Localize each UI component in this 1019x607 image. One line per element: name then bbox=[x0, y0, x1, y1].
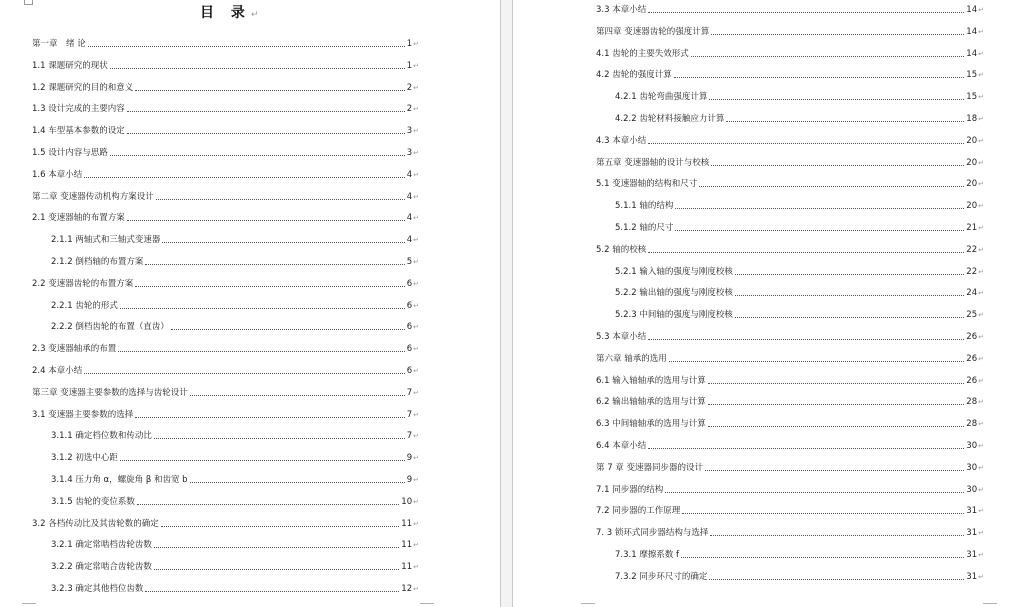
dot-leader bbox=[118, 351, 404, 352]
paragraph-mark-icon: ↵ bbox=[413, 279, 419, 288]
toc-entry-label: 3.1.2 初选中心距 bbox=[51, 453, 118, 464]
toc-entry-label: 3.2 各档传动比及其齿轮数的确定 bbox=[32, 518, 159, 529]
toc-entry-page: 26 bbox=[966, 332, 978, 342]
toc-entry[interactable] bbox=[615, 89, 984, 103]
toc-entry[interactable] bbox=[51, 494, 419, 508]
toc-entry-label: 1.3 设计完成的主要内容 bbox=[32, 104, 125, 115]
toc-entry[interactable] bbox=[596, 460, 984, 474]
toc-entry-page: 3 bbox=[406, 126, 413, 137]
paragraph-mark-icon: ↵ bbox=[978, 49, 984, 58]
paragraph-mark-icon: ↵ bbox=[978, 224, 984, 232]
toc-entry-page: 10 bbox=[401, 496, 413, 507]
toc-entry-page: 20 bbox=[966, 179, 978, 190]
toc-entry-page: 30 bbox=[966, 441, 978, 451]
toc-entry-label: 7.2 同步器的工作原理 bbox=[596, 506, 681, 517]
dot-leader bbox=[709, 579, 964, 580]
toc-entry-page: 20 bbox=[966, 201, 978, 212]
toc-entry[interactable] bbox=[596, 438, 984, 452]
toc-entry-label: 4.3 本章小结 bbox=[596, 135, 647, 146]
dot-leader bbox=[699, 186, 964, 187]
paragraph-mark-icon: ↵ bbox=[978, 267, 984, 276]
toc-entry-label: 6.2 输出轴轴承的选用与计算 bbox=[596, 397, 706, 408]
toc-entry-page: 18 bbox=[966, 114, 978, 124]
toc-entry-page: 9 bbox=[406, 453, 413, 464]
toc-entry[interactable] bbox=[51, 537, 419, 551]
toc-entry[interactable] bbox=[32, 145, 419, 159]
toc-title bbox=[200, 2, 259, 22]
toc-entry-page: 6 bbox=[406, 366, 413, 376]
paragraph-mark-icon: ↵ bbox=[413, 192, 419, 201]
paragraph-mark-icon: ↵ bbox=[413, 585, 419, 593]
toc-entry-page: 20 bbox=[966, 135, 978, 146]
dot-leader bbox=[156, 199, 405, 200]
toc-entry-label: 2.2.1 齿轮的形式 bbox=[51, 300, 118, 311]
paragraph-mark-icon: ↵ bbox=[413, 345, 419, 354]
toc-entry-page: 15 bbox=[966, 70, 978, 81]
toc-entry-label: 7.3.1 摩擦系数 f bbox=[615, 550, 680, 560]
toc-entry-label: 第三章 变速器主要参数的选择与齿轮设计 bbox=[32, 387, 188, 398]
toc-entry[interactable] bbox=[615, 111, 984, 125]
toc-entry[interactable] bbox=[596, 525, 984, 539]
paragraph-mark-icon: ↵ bbox=[978, 376, 984, 385]
toc-entry-label: 5.1.1 轴的结构 bbox=[615, 201, 674, 212]
toc-entry-label: 3.1.5 齿轮的变位系数 bbox=[51, 496, 135, 507]
dot-leader bbox=[135, 286, 404, 287]
toc-entry-page: 3 bbox=[406, 148, 413, 158]
toc-entry-page: 21 bbox=[966, 223, 978, 233]
paragraph-mark-icon: ↵ bbox=[413, 454, 419, 463]
paragraph-mark-icon: ↵ bbox=[978, 311, 984, 320]
toc-entry-page: 30 bbox=[966, 484, 978, 495]
paragraph-mark-icon: ↵ bbox=[978, 289, 984, 298]
toc-entry[interactable] bbox=[51, 232, 419, 246]
toc-entry-page: 11 bbox=[401, 562, 413, 573]
toc-entry[interactable] bbox=[596, 503, 984, 517]
toc-entry[interactable] bbox=[32, 101, 419, 115]
paragraph-mark-icon: ↵ bbox=[413, 432, 419, 441]
toc-entry-label: 4.2.2 齿轮材料接触应力计算 bbox=[615, 114, 725, 124]
toc-entry-label: 5.2 轴的校核 bbox=[596, 244, 647, 255]
toc-entry-label: 2.1 变速器轴的布置方案 bbox=[32, 213, 125, 224]
dot-leader bbox=[709, 99, 964, 100]
dot-leader bbox=[711, 165, 964, 166]
paragraph-mark-icon: ↵ bbox=[978, 93, 984, 102]
page-margin-marker bbox=[581, 603, 595, 607]
paragraph-mark-icon: ↵ bbox=[978, 551, 984, 559]
dot-leader bbox=[674, 77, 965, 78]
toc-entry-label: 1.2 课题研究的目的和意义 bbox=[32, 82, 134, 93]
toc-entry-label: 3.2.2 确定常啮合齿轮齿数 bbox=[51, 562, 152, 573]
document-page-left[interactable] bbox=[0, 0, 500, 607]
toc-entry-label: 3.1 变速器主要参数的选择 bbox=[32, 409, 134, 420]
toc-entry-page: 6 bbox=[406, 278, 413, 289]
paragraph-mark-icon: ↵ bbox=[413, 105, 419, 114]
toc-entry[interactable] bbox=[32, 363, 419, 377]
toc-entry-label: 2.3 变速器轴承的布置 bbox=[32, 344, 117, 355]
paragraph-mark-icon: ↵ bbox=[250, 10, 259, 20]
paragraph-mark-icon: ↵ bbox=[978, 245, 984, 254]
paragraph-mark-icon: ↵ bbox=[413, 83, 419, 92]
paragraph-mark-icon: ↵ bbox=[413, 323, 419, 332]
toc-entry-label: 3.1.4 压力角 α，螺旋角 β 和齿宽 b bbox=[51, 475, 188, 485]
toc-entry[interactable] bbox=[51, 450, 419, 464]
paragraph-mark-icon: ↵ bbox=[413, 367, 419, 375]
dot-leader bbox=[665, 492, 964, 493]
toc-entry-page: 26 bbox=[966, 353, 978, 364]
toc-entry-page: 11 bbox=[401, 540, 413, 551]
toc-entry-label: 3.2.1 确定常啮档齿轮齿数 bbox=[51, 540, 152, 551]
dot-leader bbox=[161, 526, 400, 527]
toc-entry[interactable] bbox=[615, 307, 984, 321]
toc-entry[interactable] bbox=[596, 373, 984, 387]
toc-entry-label: 6.4 本章小结 bbox=[596, 441, 647, 451]
dot-leader bbox=[710, 535, 964, 536]
paragraph-mark-icon: ↵ bbox=[413, 214, 419, 223]
toc-entry[interactable] bbox=[596, 155, 984, 169]
toc-entry-label: 4.1 齿轮的主要失效形式 bbox=[596, 48, 689, 59]
toc-entry-page: 20 bbox=[966, 157, 978, 168]
toc-entry-label: 7. 3 锁环式同步器结构与选择 bbox=[596, 528, 709, 539]
toc-entry-label: 4.2 齿轮的强度计算 bbox=[596, 70, 672, 81]
dot-leader bbox=[648, 252, 964, 253]
toc-entry-page: 1 bbox=[406, 60, 413, 71]
toc-entry[interactable] bbox=[32, 385, 419, 399]
toc-entry-label: 2.1.2 倒档轴的布置方案 bbox=[51, 257, 144, 267]
paragraph-mark-icon: ↵ bbox=[413, 40, 419, 48]
document-page-right[interactable] bbox=[513, 0, 1019, 607]
toc-entry-page: 12 bbox=[401, 584, 413, 594]
dot-leader bbox=[135, 417, 404, 418]
toc-entry-page: 2 bbox=[406, 104, 413, 115]
toc-entry-page: 7 bbox=[406, 409, 413, 420]
dot-leader bbox=[154, 547, 399, 548]
toc-entry[interactable] bbox=[615, 220, 984, 234]
paragraph-mark-icon: ↵ bbox=[978, 180, 984, 189]
toc-entry[interactable] bbox=[615, 264, 984, 278]
dot-leader bbox=[675, 208, 964, 209]
toc-entry-label: 2.1.1 两轴式和三轴式变速器 bbox=[51, 235, 161, 246]
paragraph-mark-icon: ↵ bbox=[413, 301, 419, 310]
dot-leader bbox=[675, 230, 964, 231]
toc-entry-page: 7 bbox=[406, 431, 413, 442]
paragraph-mark-icon: ↵ bbox=[978, 71, 984, 80]
toc-entry[interactable] bbox=[51, 559, 419, 573]
toc-entry[interactable] bbox=[596, 176, 984, 190]
toc-entry-page: 24 bbox=[966, 288, 978, 299]
toc-entry[interactable] bbox=[51, 428, 419, 442]
paragraph-mark-icon: ↵ bbox=[978, 420, 984, 429]
dot-leader bbox=[682, 513, 964, 514]
toc-entry[interactable] bbox=[596, 329, 984, 343]
dot-leader bbox=[726, 121, 964, 122]
toc-entry-label: 2.4 本章小结 bbox=[32, 366, 83, 376]
dot-leader bbox=[711, 34, 964, 35]
toc-entry-label: 1.1 课题研究的现状 bbox=[32, 60, 108, 71]
dot-leader bbox=[88, 46, 405, 47]
paragraph-mark-icon: ↵ bbox=[413, 149, 419, 157]
page-margin-marker bbox=[420, 603, 434, 607]
toc-entry-label: 3.2.3 确定其他档位齿数 bbox=[51, 584, 144, 594]
paragraph-mark-icon: ↵ bbox=[413, 170, 419, 179]
toc-entry-page: 28 bbox=[966, 397, 978, 408]
dot-leader bbox=[190, 482, 405, 483]
paragraph-mark-icon: ↵ bbox=[978, 572, 984, 581]
toc-entry-page: 6 bbox=[406, 322, 413, 333]
paragraph-mark-icon: ↵ bbox=[978, 463, 984, 472]
dot-leader bbox=[154, 569, 399, 570]
paragraph-mark-icon: ↵ bbox=[978, 158, 984, 167]
dot-leader bbox=[162, 242, 404, 243]
dot-leader bbox=[110, 68, 405, 69]
toc-entry-page: 4 bbox=[406, 213, 413, 224]
toc-entry[interactable] bbox=[596, 46, 984, 60]
dot-leader bbox=[127, 133, 405, 134]
paragraph-mark-icon: ↵ bbox=[413, 236, 419, 245]
toc-entry[interactable] bbox=[51, 581, 419, 595]
paragraph-mark-icon: ↵ bbox=[978, 115, 984, 123]
toc-entry[interactable] bbox=[596, 24, 984, 38]
paragraph-mark-icon: ↵ bbox=[413, 541, 419, 550]
toc-entry-label: 5.2.1 输入轴的强度与刚度校核 bbox=[615, 266, 733, 277]
toc-entry-label: 第五章 变速器轴的设计与校核 bbox=[596, 157, 710, 168]
paragraph-mark-icon: ↵ bbox=[978, 27, 984, 36]
toc-title-text: 目 录 bbox=[200, 5, 251, 21]
dot-leader bbox=[648, 339, 964, 340]
toc-entry[interactable] bbox=[51, 298, 419, 312]
toc-entry-label: 5.1 变速器轴的结构和尺寸 bbox=[596, 179, 698, 190]
toc-entry[interactable] bbox=[32, 516, 419, 530]
toc-entry-page: 30 bbox=[966, 462, 978, 473]
toc-entry-label: 1.4 车型基本参数的设定 bbox=[32, 126, 125, 137]
toc-entry-label: 5.3 本章小结 bbox=[596, 332, 647, 342]
paragraph-mark-icon: ↵ bbox=[978, 485, 984, 494]
toc-entry[interactable] bbox=[32, 210, 419, 224]
dot-leader bbox=[648, 448, 964, 449]
toc-entry-label: 1.5 设计内容与思路 bbox=[32, 148, 108, 158]
paragraph-mark-icon: ↵ bbox=[413, 519, 419, 528]
paragraph-mark-icon: ↵ bbox=[978, 529, 984, 538]
paragraph-mark-icon: ↵ bbox=[413, 61, 419, 70]
toc-entry[interactable] bbox=[615, 285, 984, 299]
toc-entry-page: 5 bbox=[406, 257, 413, 267]
toc-entry-page: 6 bbox=[406, 344, 413, 355]
toc-entry-label: 7.1 同步器的结构 bbox=[596, 484, 664, 495]
paragraph-mark-icon: ↵ bbox=[978, 136, 984, 145]
toc-entry[interactable] bbox=[32, 80, 419, 94]
toc-entry-page: 4 bbox=[406, 235, 413, 246]
toc-entry-label: 7.3.2 同步环尺寸的确定 bbox=[615, 571, 708, 582]
toc-entry-page: 14 bbox=[966, 48, 978, 59]
toc-entry[interactable] bbox=[596, 482, 984, 496]
dot-leader bbox=[127, 220, 405, 221]
dot-leader bbox=[137, 504, 399, 505]
toc-entry[interactable] bbox=[596, 416, 984, 430]
toc-entry[interactable] bbox=[596, 394, 984, 408]
dot-leader bbox=[705, 470, 964, 471]
toc-entry-page: 4 bbox=[406, 191, 413, 202]
toc-entry-label: 5.2.2 输出轴的强度与刚度校核 bbox=[615, 288, 733, 299]
dot-leader bbox=[190, 395, 405, 396]
toc-entry-label: 2.2.2 倒档齿轮的布置（直齿） bbox=[51, 322, 169, 333]
toc-entry-label: 6.3 中间轴轴承的选用与计算 bbox=[596, 419, 706, 430]
dot-leader bbox=[120, 460, 405, 461]
page-margin-marker bbox=[22, 603, 36, 607]
dot-leader bbox=[135, 90, 404, 91]
paragraph-mark-icon: ↵ bbox=[413, 497, 419, 506]
paragraph-mark-icon: ↵ bbox=[978, 6, 984, 14]
toc-entry-page: 6 bbox=[406, 300, 413, 311]
dot-leader bbox=[708, 404, 965, 405]
toc-entry-label: 3.3 本章小结 bbox=[596, 5, 647, 15]
toc-entry[interactable] bbox=[32, 58, 419, 72]
toc-entry-label: 第一章 绪 论 bbox=[32, 39, 86, 49]
paragraph-mark-icon: ↵ bbox=[413, 127, 419, 136]
dot-leader bbox=[669, 361, 965, 362]
toc-entry[interactable] bbox=[596, 2, 984, 16]
page-margin-marker bbox=[983, 603, 997, 607]
paragraph-mark-icon: ↵ bbox=[978, 333, 984, 341]
dot-leader bbox=[84, 177, 404, 178]
paragraph-mark-icon: ↵ bbox=[978, 507, 984, 516]
toc-entry-label: 1.6 本章小结 bbox=[32, 169, 83, 180]
toc-entry-page: 26 bbox=[966, 375, 978, 386]
dot-leader bbox=[84, 373, 404, 374]
toc-entry-page: 14 bbox=[966, 26, 978, 37]
toc-entry-page: 31 bbox=[966, 528, 978, 539]
dot-leader bbox=[708, 426, 965, 427]
toc-entry[interactable] bbox=[32, 407, 419, 421]
dot-leader bbox=[708, 383, 965, 384]
paragraph-mark-icon: ↵ bbox=[413, 563, 419, 572]
toc-entry[interactable] bbox=[596, 133, 984, 147]
paragraph-mark-icon: ↵ bbox=[978, 398, 984, 407]
toc-entry-label: 第 7 章 变速器同步器的设计 bbox=[596, 462, 704, 473]
toc-entry-page: 15 bbox=[966, 92, 978, 103]
paragraph-mark-icon: ↵ bbox=[978, 202, 984, 211]
toc-entry[interactable] bbox=[615, 198, 984, 212]
toc-entry[interactable] bbox=[32, 36, 419, 50]
toc-entry-page: 11 bbox=[401, 518, 413, 529]
toc-entry-label: 4.2.1 齿轮弯曲强度计算 bbox=[615, 92, 708, 103]
toc-entry[interactable] bbox=[32, 189, 419, 203]
paragraph-mark-icon: ↵ bbox=[413, 476, 419, 484]
toc-entry-label: 3.1.1 确定档位数和传动比 bbox=[51, 431, 152, 442]
dot-leader bbox=[127, 111, 405, 112]
toc-entry-page: 4 bbox=[406, 169, 413, 180]
toc-entry[interactable] bbox=[32, 123, 419, 137]
toc-entry-label: 第六章 轴承的选用 bbox=[596, 353, 667, 364]
toc-entry-page: 25 bbox=[966, 310, 978, 321]
paragraph-mark-icon: ↵ bbox=[978, 354, 984, 363]
dot-leader bbox=[735, 274, 964, 275]
paragraph-mark-icon: ↵ bbox=[413, 388, 419, 397]
toc-entry[interactable] bbox=[51, 319, 419, 333]
dot-leader bbox=[681, 557, 964, 558]
dot-leader bbox=[145, 591, 399, 592]
page-gutter bbox=[500, 0, 513, 607]
dot-leader bbox=[648, 143, 964, 144]
toc-entry-page: 31 bbox=[966, 506, 978, 517]
toc-entry-label: 第二章 变速器传动机构方案设计 bbox=[32, 191, 154, 202]
toc-entry-page: 1 bbox=[406, 39, 413, 49]
paragraph-mark-icon: ↵ bbox=[978, 442, 984, 450]
toc-entry[interactable] bbox=[32, 276, 419, 290]
toc-entry-page: 7 bbox=[406, 387, 413, 398]
toc-entry-page: 14 bbox=[966, 5, 978, 15]
paragraph-mark-icon: ↵ bbox=[413, 258, 419, 266]
dot-leader bbox=[735, 317, 964, 318]
toc-entry-page: 22 bbox=[966, 266, 978, 277]
dot-leader bbox=[120, 308, 405, 309]
dot-leader bbox=[145, 264, 404, 265]
toc-entry-label: 2.2 变速器齿轮的布置方案 bbox=[32, 278, 134, 289]
toc-entry-label: 第四章 变速器齿轮的强度计算 bbox=[596, 26, 710, 37]
toc-entry-label: 6.1 输入轴轴承的选用与计算 bbox=[596, 375, 706, 386]
toc-entry-page: 31 bbox=[966, 571, 978, 582]
toc-entry[interactable] bbox=[596, 351, 984, 365]
text-boundary-marker bbox=[24, 0, 33, 5]
toc-entry[interactable] bbox=[615, 547, 984, 561]
dot-leader bbox=[110, 155, 405, 156]
paragraph-mark-icon: ↵ bbox=[413, 410, 419, 419]
toc-entry-page: 22 bbox=[966, 244, 978, 255]
dot-leader bbox=[735, 295, 964, 296]
dot-leader bbox=[648, 12, 964, 13]
toc-entry-page: 31 bbox=[966, 550, 978, 560]
toc-entry-page: 2 bbox=[406, 82, 413, 93]
toc-entry[interactable] bbox=[615, 569, 984, 583]
toc-entry-page: 9 bbox=[406, 475, 413, 485]
dot-leader bbox=[154, 438, 405, 439]
toc-entry[interactable] bbox=[32, 341, 419, 355]
toc-entry-page: 28 bbox=[966, 419, 978, 430]
dot-leader bbox=[171, 329, 405, 330]
toc-entry-label: 5.1.2 轴的尺寸 bbox=[615, 223, 674, 233]
toc-entry-label: 5.2.3 中间轴的强度与刚度校核 bbox=[615, 310, 733, 321]
toc-entry[interactable] bbox=[32, 167, 419, 181]
dot-leader bbox=[691, 56, 965, 57]
toc-entry[interactable] bbox=[51, 254, 419, 268]
toc-entry[interactable] bbox=[596, 67, 984, 81]
toc-entry[interactable] bbox=[51, 472, 419, 486]
toc-entry[interactable] bbox=[596, 242, 984, 256]
